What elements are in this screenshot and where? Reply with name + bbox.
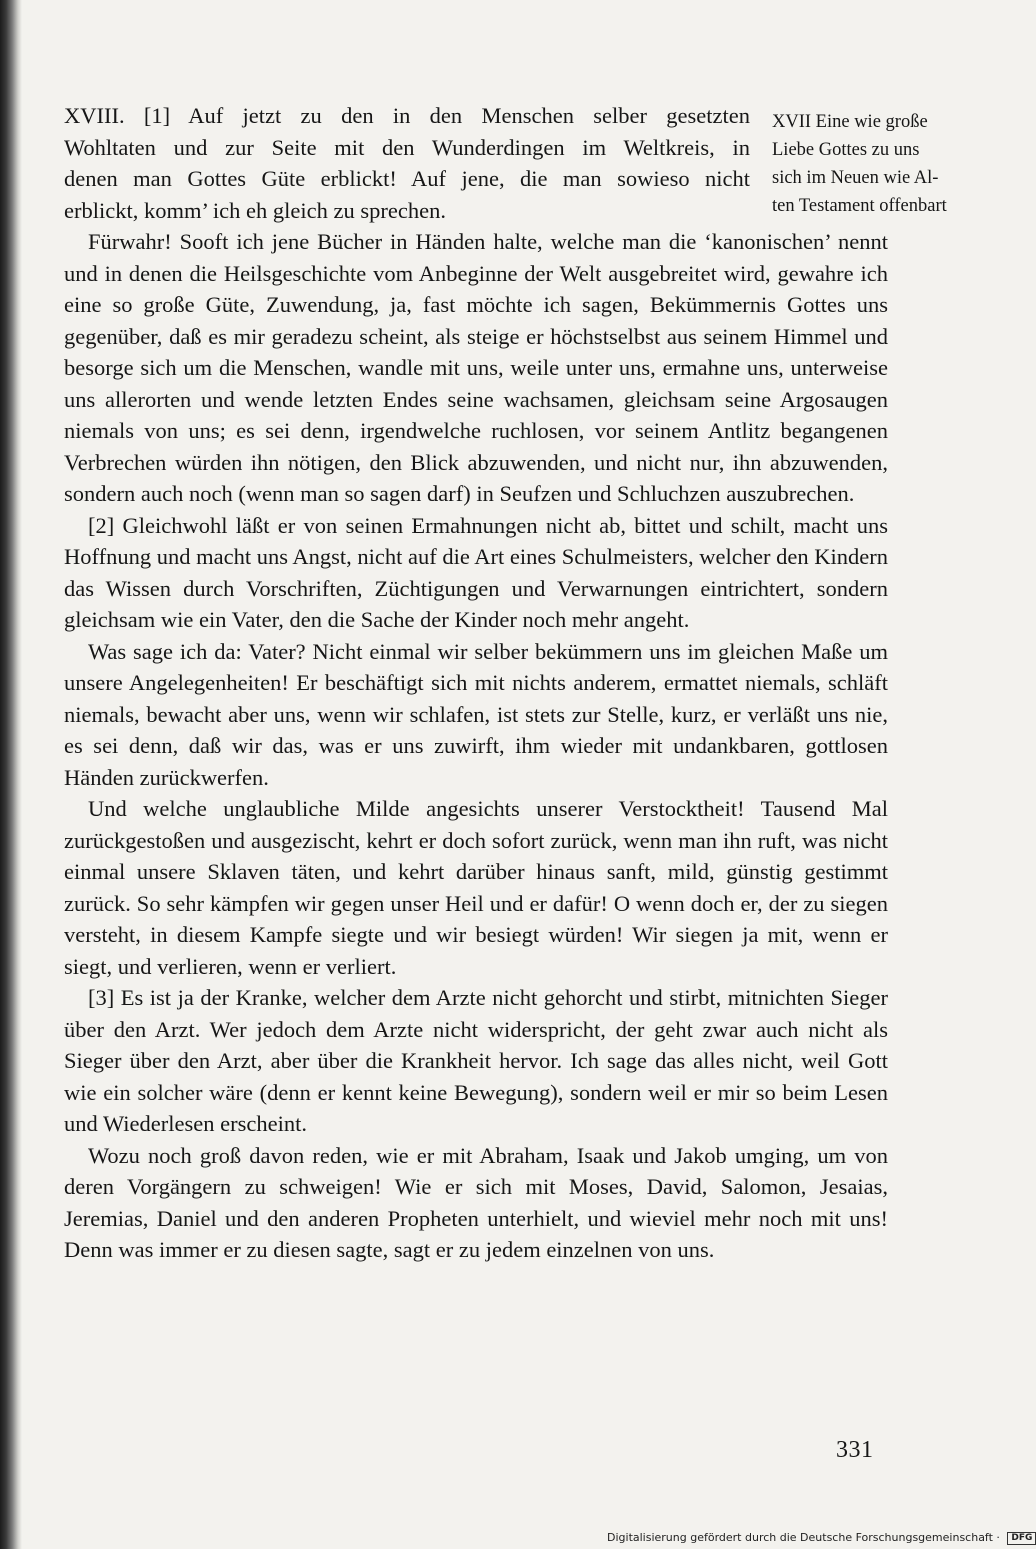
text-line: erblickt, komm’ ich eh gleich zu sprechen.	[64, 197, 446, 223]
dfg-logo: DFG	[1007, 1532, 1036, 1545]
margin-note	[772, 108, 994, 220]
text-line: denen man Gottes Güte erblickt! Auf jene, die man sowieso nicht	[64, 166, 750, 191]
digitization-footer	[607, 1531, 1036, 1545]
paragraph: Und welche unglaubliche Milde angesichts unserer Verstocktheit! Tausend Mal zurückgestoßen und ausgezischt, kehrt er doch sofort zurück, wenn man ihn ruft, was nicht einmal unsere Sklaven täten, und kehrt darüber hinaus sanft, mild, günstig gestimmt zurück. So sehr kämpfen wir gegen unser Heil und er dafür! O wenn doch er, der zu siegen versteht, in diesem Kampfe siegte und wir besiegt würden! Wir siegen ja mit, wenn er siegt, und verlieren, wenn er verliert.	[64, 796, 888, 979]
margin-note-line: ten Testament offenbart	[772, 196, 947, 216]
paragraph: Was sage ich da: Vater? Nicht einmal wir selber bekümmern uns im gleichen Maße um unsere Angelegenheiten! Er beschäftigt sich mit nichts anderem, ermattet niemals, schläft niemals, bewacht aber uns, wenn wir schlafen, ist stets zur Stelle, kurz, er verläßt uns nie, es sei denn, daß wir das, was er uns zuwirft, ihm wieder mit undankbaren, gottlosen Händen zurückwerfen.	[64, 638, 888, 790]
paragraph: Fürwahr! Sooft ich jene Bücher in Händen halte, welche man die ‘kanonischen’ nennt und in denen die Heilsgeschichte vom Anbeginne der Welt ausgebreitet wird, gewahre ich eine so große Güte, Zuwendung, ja, fast möchte ich sagen, Bekümmernis Gottes uns gegenüber, daß es mir geradezu scheint, als steige er höchstselbst aus seinem Himmel und besorge sich um die Menschen, wandle mit uns, weile unter uns, ermahne uns, unterweise uns allerorten und wende letzten Endes seine wachsamen, gleichsam seine Argosaugen niemals von uns; es sei denn, irgendwelche ruchlosen, vor seinem Antlitz begangenen Verbrechen würden ihn nötigen, den Blick abzuwenden, und nicht nur, ihn abzuwenden, sondern auch noch (wenn man so sagen darf) in Seufzen und Schluchzen auszubrechen.	[64, 229, 888, 506]
paragraph-xviii-1	[64, 100, 888, 226]
footer-text: Digitalisierung gefördert durch die Deutsche Forschungsgemeinschaft ·	[607, 1531, 1000, 1544]
scan-binding-edge	[0, 0, 22, 1549]
margin-note-line: XVII Eine wie große	[772, 112, 928, 132]
paragraph: Wozu noch groß davon reden, wie er mit Abraham, Isaak und Jakob umging, um von deren Vorgängern zu schweigen! Wie er sich mit Moses, David, Salomon, Jesaias, Jeremias, Daniel und den anderen Propheten unterhielt, und wieviel mehr noch mit uns! Denn was immer er zu diesen sagte, sagt er zu jedem einzelnen von uns.	[64, 1142, 888, 1262]
margin-note-line: Liebe Gottes zu uns	[772, 140, 920, 160]
page-number: 331	[836, 1437, 874, 1463]
paragraph: [3] Es ist ja der Kranke, welcher dem Arzte nicht gehorcht und stirbt, mitnichten Sieger über den Arzt. Wer jedoch dem Arzte nicht widerspricht, der geht zwar auch nicht als Sieger über den Arzt, aber über die Krankheit hervor. Ich sage das alles nicht, weil Gott wie ein solcher wäre (denn er kennt keine Bewegung), sondern weil er mir so beim Lesen und Wiederlesen erscheint.	[64, 985, 888, 1136]
text-line: Wohltaten und zur Seite mit den Wunderdingen im Weltkreis, in	[64, 134, 750, 160]
margin-note-line: sich im Neuen wie Al-	[772, 168, 939, 188]
body-text	[64, 100, 888, 1266]
text-line: XVIII. [1] Auf jetzt zu den in den Menschen selber gesetzten	[64, 103, 750, 128]
paragraph: [2] Gleichwohl läßt er von seinen Ermahnungen nicht ab, bittet und schilt, macht uns Hoffnung und macht uns Angst, nicht auf die Art eines Schulmeisters, welcher den Kindern das Wissen durch Vorschriften, Züchtigungen und Verwarnungen eintrichtert, sondern gleichsam wie ein Vater, den die Sache der Kinder noch mehr angeht.	[64, 512, 888, 632]
